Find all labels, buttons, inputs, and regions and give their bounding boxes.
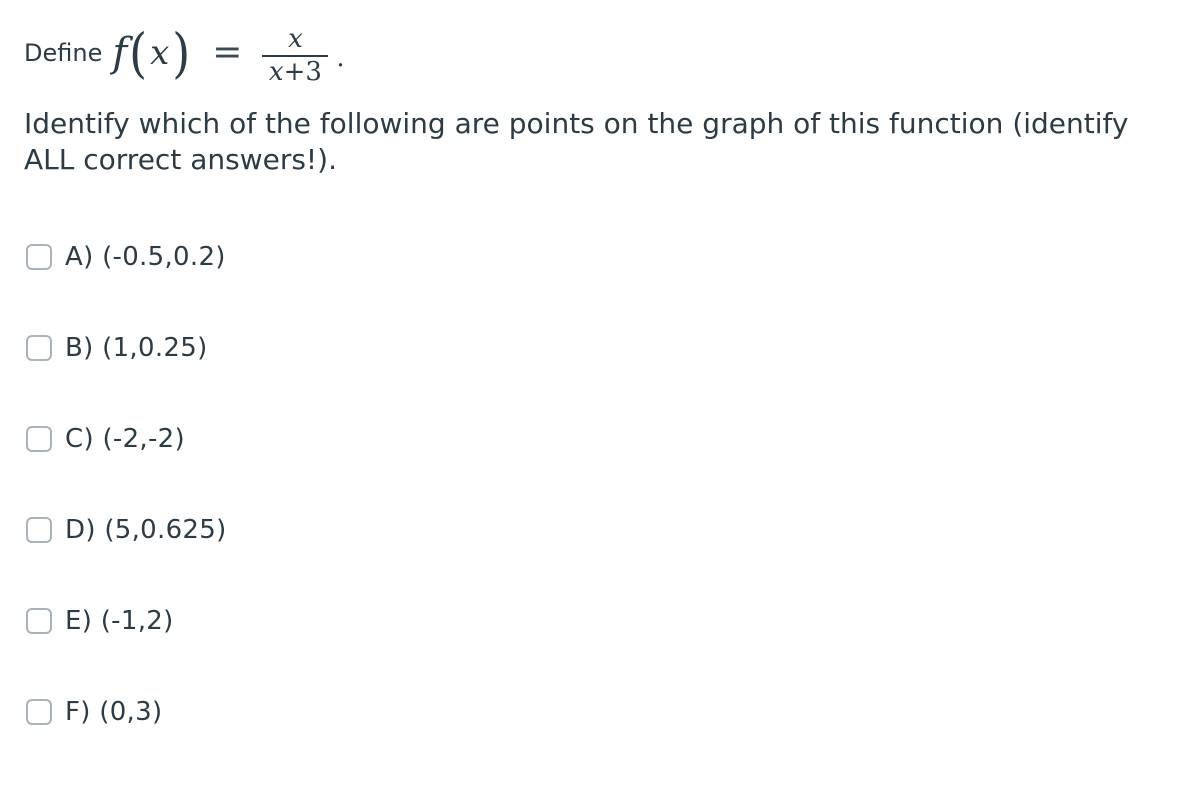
answer-label[interactable]: D) (5,0.625) [65, 515, 227, 545]
fraction-numerator: x [288, 23, 303, 54]
answer-label[interactable]: E) (-1,2) [65, 606, 174, 636]
answer-option-b[interactable] [26, 326, 227, 370]
open-paren: ( [129, 21, 148, 85]
answer-label[interactable]: B) (1,0.25) [65, 333, 208, 363]
checkbox[interactable] [26, 244, 52, 270]
function-argument: x [150, 32, 170, 73]
answer-label[interactable]: C) (-2,-2) [65, 424, 185, 454]
answer-option-c[interactable] [26, 417, 227, 461]
close-paren: ) [172, 21, 191, 85]
equals-sign: = [212, 32, 243, 74]
define-word: Define [24, 39, 103, 67]
answer-option-d[interactable] [26, 508, 227, 552]
answer-option-f[interactable] [26, 690, 227, 734]
fraction [262, 23, 328, 87]
checkbox[interactable] [26, 699, 52, 725]
checkbox[interactable] [26, 426, 52, 452]
question-header [24, 18, 345, 88]
function-name: f [112, 29, 128, 76]
function-definition [112, 20, 344, 86]
checkbox[interactable] [26, 608, 52, 634]
denominator-variable: x [268, 56, 284, 87]
answer-option-a[interactable] [26, 235, 227, 279]
checkbox[interactable] [26, 517, 52, 543]
fraction-denominator [269, 57, 322, 86]
answer-option-e[interactable] [26, 599, 227, 643]
period: . [336, 42, 345, 73]
answer-label[interactable]: F) (0,3) [65, 697, 163, 727]
checkbox[interactable] [26, 335, 52, 361]
answer-list [26, 235, 227, 781]
denominator-constant: +3 [283, 56, 322, 87]
question-prompt: Identify which of the following are points on the graph of this function (identify ALL correct answers!). [24, 107, 1129, 176]
answer-label[interactable]: A) (-0.5,0.2) [65, 242, 226, 272]
